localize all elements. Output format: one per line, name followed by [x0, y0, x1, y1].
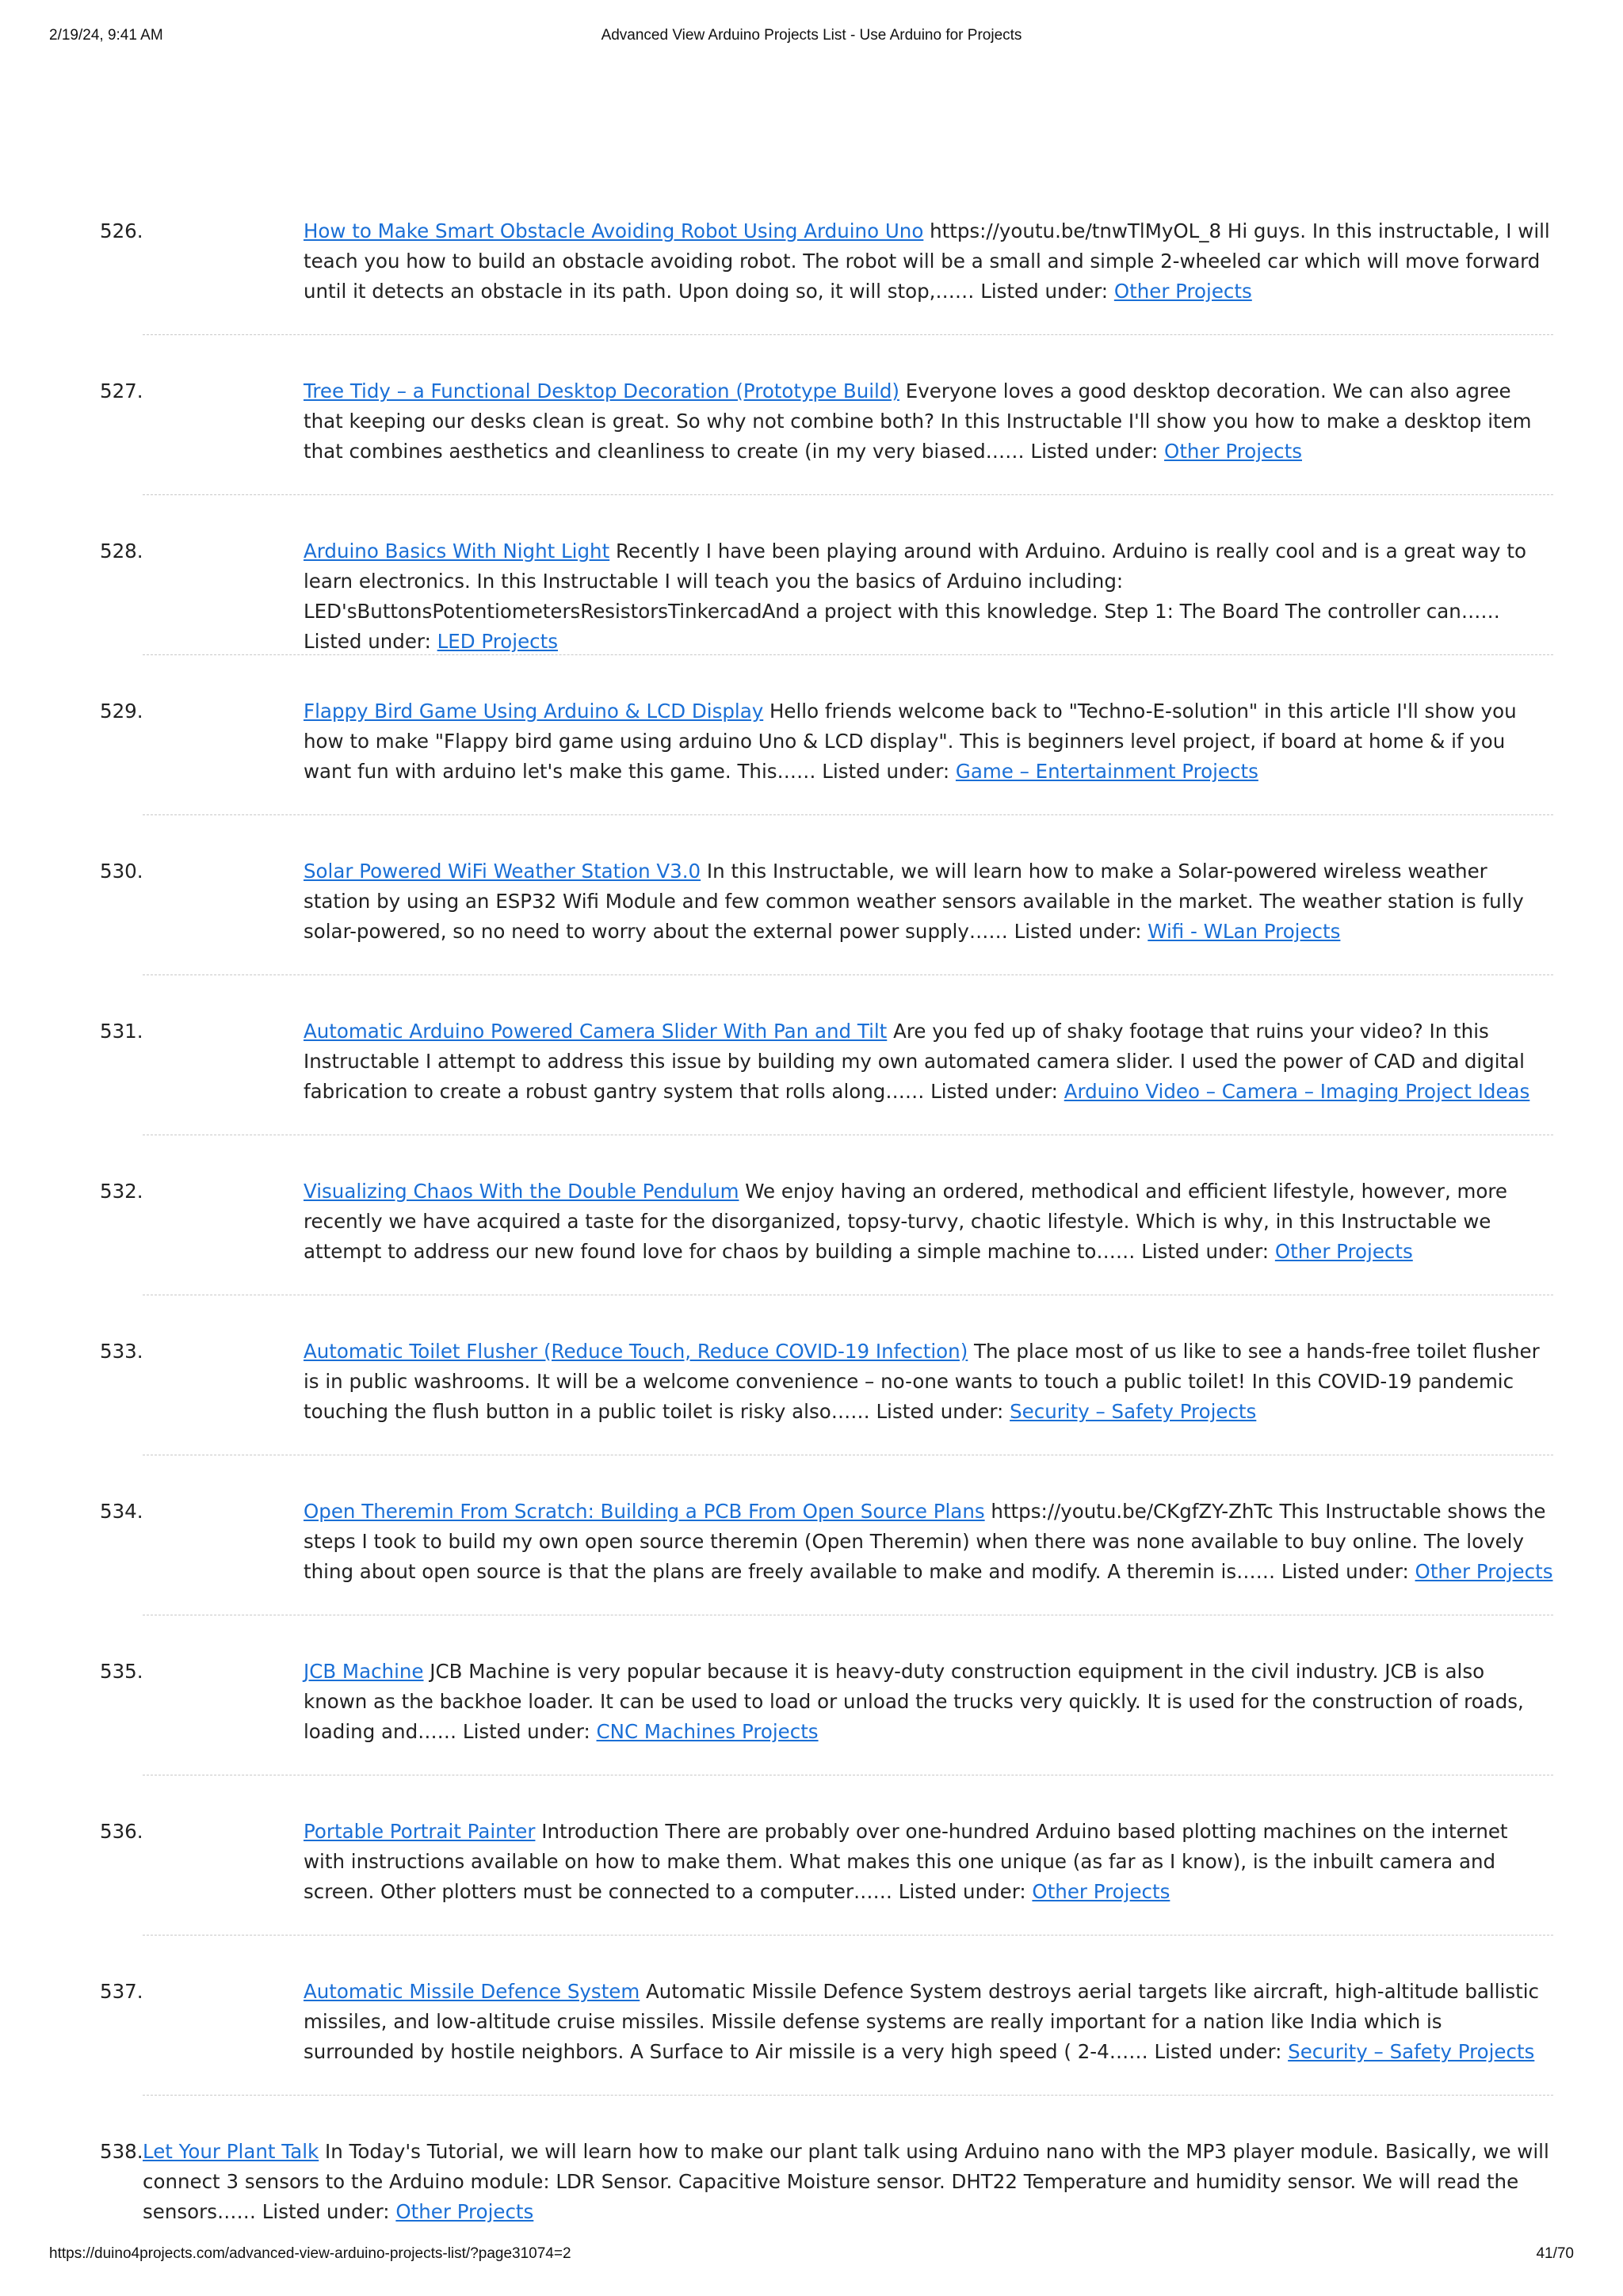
- project-description: In Today's Tutorial, we will learn how to make our plant talk using Arduino nano with the MP3 player module. Basically, we will connect 3 sensors to the Arduino module: LDR Sensor. Capacitive Moisture sensor. DHT22 Temperature and humidity sensor. We will read the sensors…… Listed under:: [143, 2140, 1549, 2223]
- print-footer: [49, 2245, 1574, 2269]
- category-link[interactable]: Other Projects: [1164, 440, 1302, 463]
- item-body: [304, 1977, 1554, 2067]
- item-body: [304, 376, 1554, 467]
- item-number: 526.: [100, 219, 143, 242]
- item-body: [304, 536, 1554, 657]
- item-body: [304, 696, 1554, 787]
- item-number: 527.: [100, 379, 143, 402]
- project-description: Automatic Missile Defence System destroys aerial targets like aircraft, high-altitude ballistic missiles, and low-altitude cruise missiles. Missile defense systems are really important for a nation like India which is surrounded by hostile neighbors. A Surface to Air missile is a very high speed ( 2-4…… Listed under:: [304, 1980, 1540, 2063]
- print-page-title: Advanced View Arduino Projects List - Use Arduino for Projects: [601, 27, 1022, 44]
- project-title-link[interactable]: Arduino Basics With Night Light: [304, 540, 610, 563]
- category-link[interactable]: CNC Machines Projects: [596, 1720, 819, 1743]
- divider: [143, 1935, 1553, 1936]
- item-body: [304, 1177, 1554, 1267]
- project-title-link[interactable]: How to Make Smart Obstacle Avoiding Robot Using Arduino Uno: [304, 219, 924, 242]
- item-number: 537.: [100, 1980, 143, 2003]
- project-title-link[interactable]: Automatic Toilet Flusher (Reduce Touch, Reduce COVID-19 Infection): [304, 1340, 968, 1363]
- project-description: Hello friends welcome back to "Techno-E-solution" in this article I'll show you how to make "Flappy bird game using arduino Uno & LCD display". This is beginners level project, if board at home & if you want fun with arduino let's make this game. This…… Listed under:: [304, 700, 1517, 783]
- project-description: Introduction There are probably over one-hundred Arduino based plotting machines on the internet with instructions available on how to make them. What makes this one unique (as far as I know), is the inbuilt camera and screen. Other plotters must be connected to a computer…… Listed under:: [304, 1820, 1508, 1903]
- project-description: JCB Machine is very popular because it is heavy-duty construction equipment in the civil industry. JCB is also known as the backhoe loader. It can be used to load or unload the trucks very quickly. It is used for the construction of roads, loading and…… Listed under:: [304, 1660, 1524, 1743]
- item-body: [304, 216, 1554, 307]
- project-description: https://youtu.be/CKgfZY-ZhTc This Instructable shows the steps I took to build my own open source theremin (Open Theremin) when there was none available to buy online. The lovely thing about open source is that the plans are freely available to make and modify. A theremin is…… Listed under:: [304, 1500, 1546, 1583]
- item-number: 531.: [100, 1020, 143, 1043]
- project-title-link[interactable]: Automatic Arduino Powered Camera Slider With Pan and Tilt: [304, 1020, 888, 1043]
- category-link[interactable]: Arduino Video – Camera – Imaging Project Ideas: [1064, 1080, 1530, 1103]
- item-body: [304, 856, 1554, 947]
- item-number: 529.: [100, 700, 143, 723]
- project-description: The place most of us like to see a hands-free toilet flusher is in public washrooms. It will be a welcome convenience – no-one wants to touch a public toilet! In this COVID-19 pandemic touching the flush button in a public toilet is risky also…… Listed under:: [304, 1340, 1540, 1423]
- item-body: [304, 1016, 1554, 1107]
- project-description: In this Instructable, we will learn how to make a Solar-powered wireless weather station by using an ESP32 Wifi Module and few common weather sensors available in the market. The weather station is fully solar-powered, so no need to worry about the external power supply…… Listed under:: [304, 860, 1524, 943]
- project-title-link[interactable]: Portable Portrait Painter: [304, 1820, 536, 1843]
- project-description: https://youtu.be/tnwTlMyOL_8 Hi guys. In this instructable, I will teach you how to build an obstacle avoiding robot. The robot will be a small and simple 2-wheeled car which will move forward until it detects an obstacle in its path. Upon doing so, it will stop,…… Listed under:: [304, 219, 1550, 303]
- category-link[interactable]: Other Projects: [1113, 280, 1252, 303]
- print-url: https://duino4projects.com/advanced-view-arduino-projects-list/?page31074=2: [49, 2245, 571, 2262]
- item-body: [304, 1657, 1554, 1747]
- project-title-link[interactable]: Tree Tidy – a Functional Desktop Decoration (Prototype Build): [304, 379, 899, 402]
- project-title-link[interactable]: Automatic Missile Defence System: [304, 1980, 640, 2003]
- divider: [143, 654, 1553, 655]
- category-link[interactable]: Wifi - WLan Projects: [1148, 920, 1341, 943]
- item-number: 535.: [100, 1660, 143, 1683]
- divider: [143, 2095, 1553, 2096]
- item-body: [304, 1497, 1554, 1587]
- project-title-link[interactable]: Flappy Bird Game Using Arduino & LCD Display: [304, 700, 764, 723]
- item-number: 530.: [100, 860, 143, 883]
- item-number: 532.: [100, 1180, 143, 1203]
- category-link[interactable]: LED Projects: [437, 630, 558, 653]
- item-number: 538.: [100, 2140, 143, 2163]
- category-link[interactable]: Other Projects: [395, 2200, 534, 2223]
- category-link[interactable]: Other Projects: [1274, 1240, 1413, 1263]
- print-header: [49, 27, 1574, 51]
- category-link[interactable]: Other Projects: [1032, 1880, 1170, 1903]
- item-number: 533.: [100, 1340, 143, 1363]
- category-link[interactable]: Other Projects: [1415, 1560, 1553, 1583]
- page-number: 41/70: [1536, 2245, 1574, 2262]
- project-title-link[interactable]: Let Your Plant Talk: [143, 2140, 319, 2163]
- category-link[interactable]: Security – Safety Projects: [1288, 2040, 1535, 2063]
- category-link[interactable]: Security – Safety Projects: [1010, 1400, 1257, 1423]
- divider: [143, 494, 1553, 495]
- divider: [143, 974, 1553, 975]
- category-link[interactable]: Game – Entertainment Projects: [955, 760, 1258, 783]
- item-body: [304, 1817, 1554, 1907]
- project-title-link[interactable]: JCB Machine: [304, 1660, 424, 1683]
- project-description: We enjoy having an ordered, methodical and efficient lifestyle, however, more recently we have acquired a taste for the disorganized, topsy-turvy, chaotic lifestyle. Which is why, in this Instructable we attempt to address our new found love for chaos by building a simple machine to…… Listed under:: [304, 1180, 1507, 1263]
- project-description: Recently I have been playing around with Arduino. Arduino is really cool and is a great way to learn electronics. In this Instructable I will teach you the basics of Arduino including: LED'sButtonsPotentiometersResistorsTinkercadAnd a project with this knowledge. Step 1: The Board The controller can…… Listed under:: [304, 540, 1526, 653]
- project-title-link[interactable]: Solar Powered WiFi Weather Station V3.0: [304, 860, 701, 883]
- project-title-link[interactable]: Visualizing Chaos With the Double Pendulum: [304, 1180, 739, 1203]
- item-body: [304, 1337, 1554, 1427]
- item-number: 536.: [100, 1820, 143, 1843]
- item-body: [143, 2137, 1553, 2227]
- project-title-link[interactable]: Open Theremin From Scratch: Building a PCB From Open Source Plans: [304, 1500, 985, 1523]
- project-description: Everyone loves a good desktop decoration. We can also agree that keeping our desks clean is great. So why not combine both? In this Instructable I'll show you how to make a desktop item that combines aesthetics and cleanliness to create (in my very biased…… Listed under:: [304, 379, 1532, 463]
- item-number: 528.: [100, 540, 143, 563]
- divider: [143, 814, 1553, 815]
- print-date: 2/19/24, 9:41 AM: [49, 27, 163, 44]
- divider: [143, 334, 1553, 335]
- item-number: 534.: [100, 1500, 143, 1523]
- project-description: Are you fed up of shaky footage that ruins your video? In this Instructable I attempt to address this issue by building my own automated camera slider. I used the power of CAD and digital fabrication to create a robust gantry system that rolls along…… Listed under:: [304, 1020, 1525, 1103]
